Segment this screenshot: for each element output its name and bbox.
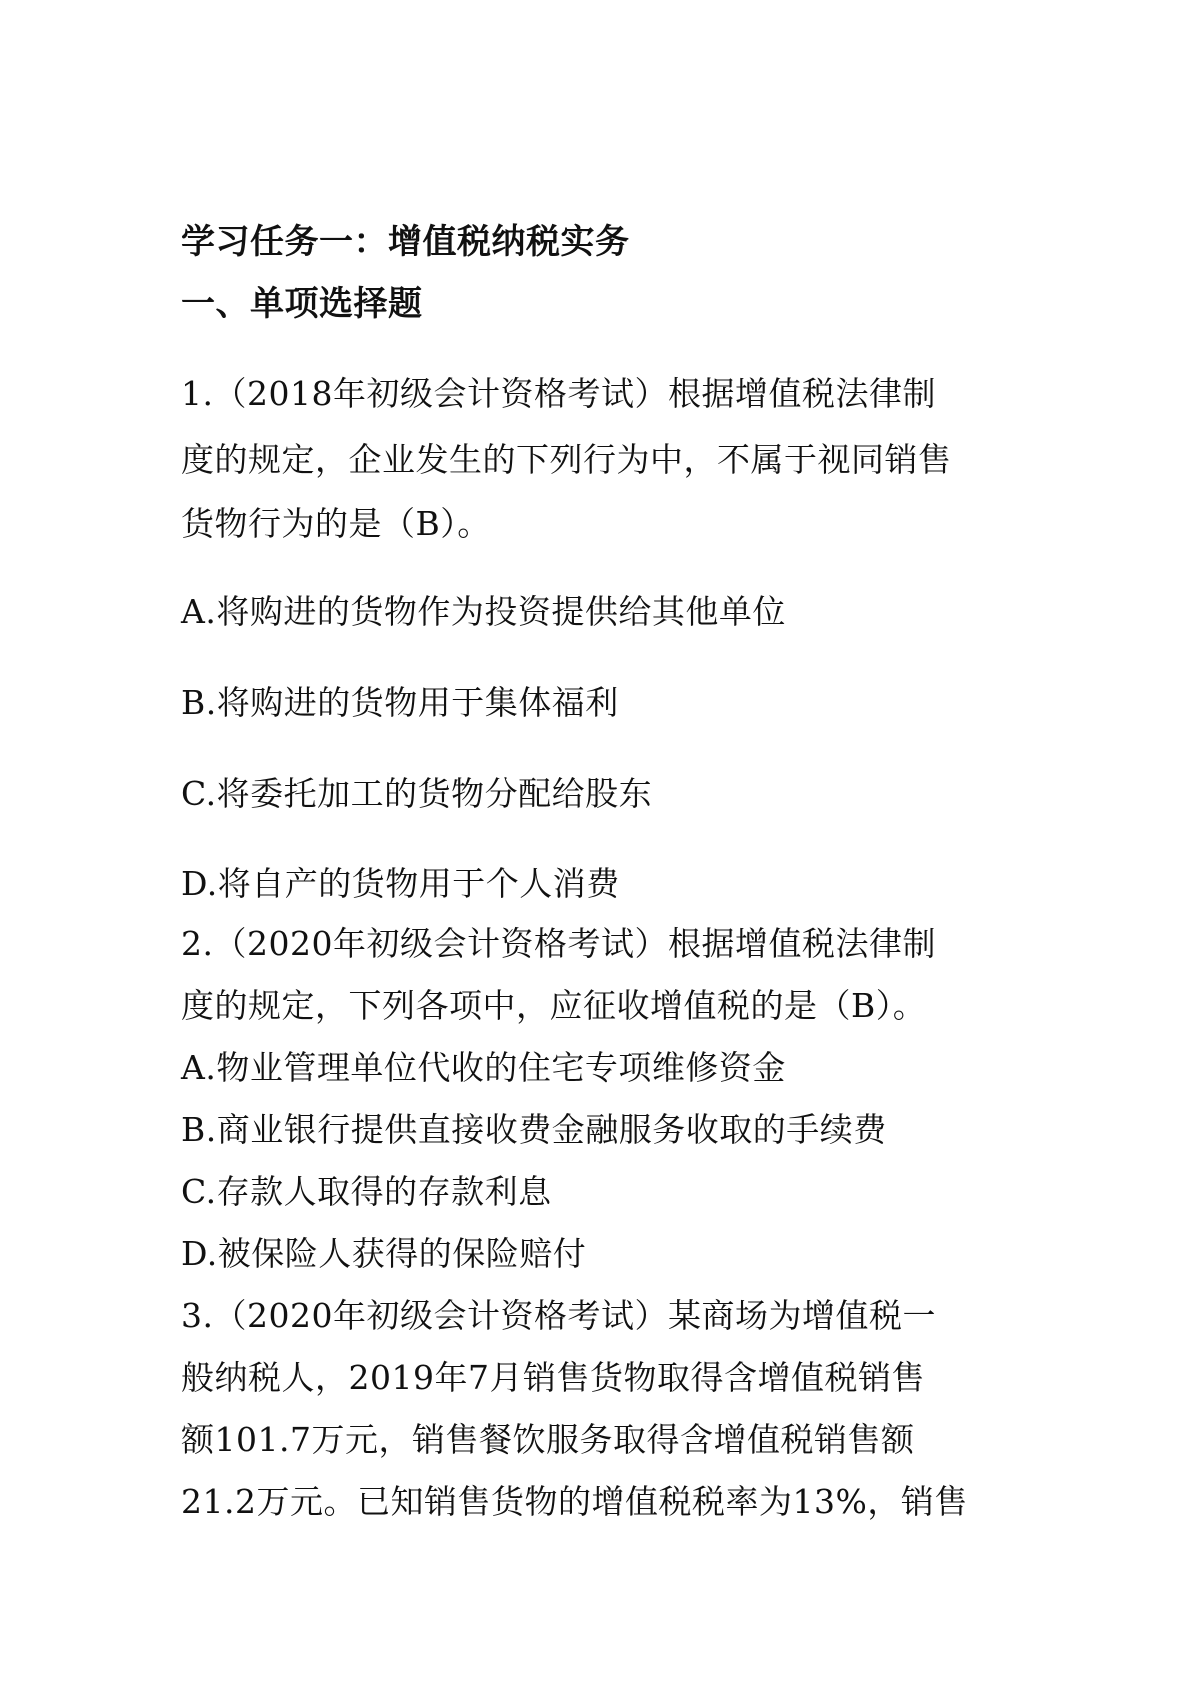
question-1-option-d: D.将自产的货物用于个人消费 [181, 864, 620, 903]
question-2-line-1: 2.（2020年初级会计资格考试）根据增值税法律制 [181, 924, 936, 963]
question-1-line-2: 度的规定，企业发生的下列行为中，不属于视同销售 [181, 440, 952, 479]
question-2-option-a: A.物业管理单位代收的住宅专项维修资金 [181, 1048, 786, 1087]
question-2-option-c: C.存款人取得的存款利息 [181, 1172, 552, 1211]
question-3-line-3: 额101.7万元，销售餐饮服务取得含增值税销售额 [181, 1420, 915, 1459]
question-2-line-2: 度的规定，下列各项中，应征收增值税的是（B）。 [181, 986, 927, 1025]
question-1-option-a: A.将购进的货物作为投资提供给其他单位 [181, 592, 786, 631]
page-title: 学习任务一：增值税纳税实务 [181, 222, 630, 262]
section-heading: 一、单项选择题 [181, 284, 423, 324]
question-3-line-2: 般纳税人，2019年7月销售货物取得含增值税销售 [181, 1358, 925, 1397]
question-1-option-c: C.将委托加工的货物分配给股东 [181, 774, 653, 813]
question-2-option-d: D.被保险人获得的保险赔付 [181, 1234, 587, 1273]
question-1-line-1: 1.（2018年初级会计资格考试）根据增值税法律制 [181, 374, 936, 413]
question-3-line-4: 21.2万元。已知销售货物的增值税税率为13%，销售 [181, 1482, 968, 1521]
question-1-option-b: B.将购进的货物用于集体福利 [181, 683, 619, 722]
question-2-option-b: B.商业银行提供直接收费金融服务收取的手续费 [181, 1110, 887, 1149]
question-1-line-3: 货物行为的是（B）。 [181, 504, 491, 543]
question-3-line-1: 3.（2020年初级会计资格考试）某商场为增值税一 [181, 1296, 936, 1335]
